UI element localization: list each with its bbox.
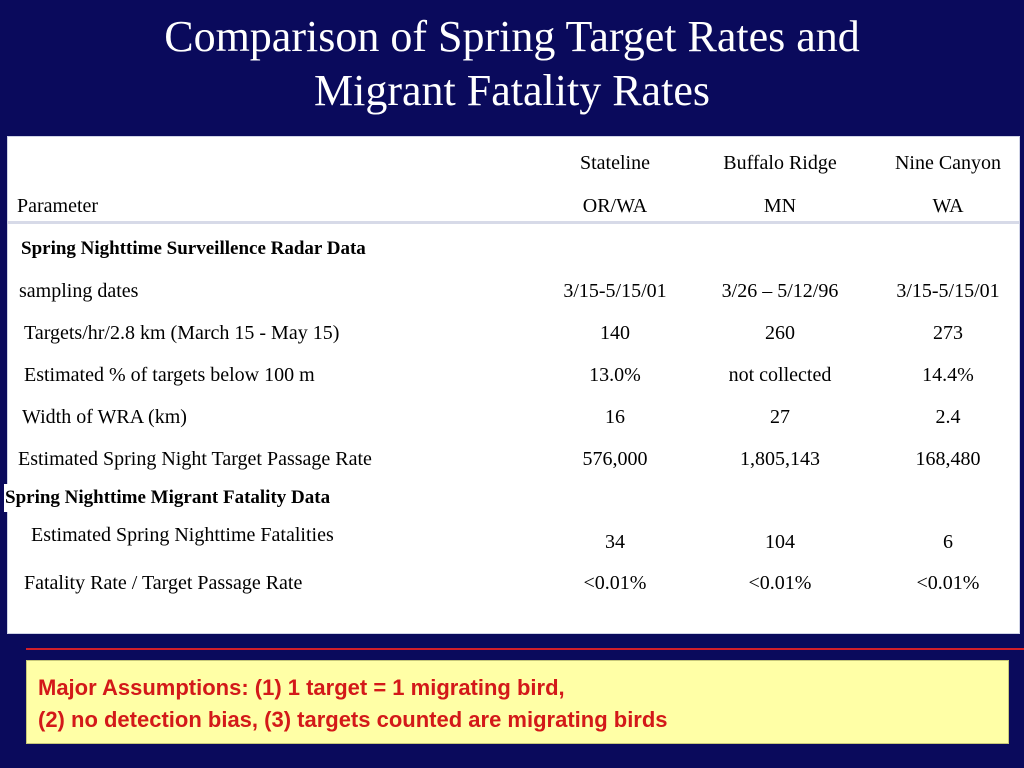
- row-value-stateline: 13.0%: [589, 364, 641, 386]
- assumptions-note: [26, 660, 1009, 744]
- row-value-stateline: <0.01%: [583, 572, 647, 594]
- assumptions-line-1: Major Assumptions: (1) 1 target = 1 migrating bird,: [38, 675, 565, 700]
- col-header-buffalo-ridge-region: MN: [763, 195, 797, 217]
- slide-title-line-2: Migrant Fatality Rates: [314, 66, 710, 115]
- row-label: Estimated % of targets below 100 m: [24, 364, 315, 386]
- assumptions-line-2: (2) no detection bias, (3) targets counted are migrating birds: [38, 707, 668, 732]
- section-heading-radar: Spring Nighttime Surveillence Radar Data: [21, 238, 366, 259]
- row-value-buffalo-ridge: 260: [765, 322, 795, 344]
- col-header-stateline-region: OR/WA: [582, 195, 648, 217]
- row-value-stateline: 34: [605, 531, 625, 553]
- row-value-stateline: 16: [605, 406, 625, 428]
- row-value-stateline: 140: [600, 322, 630, 344]
- row-value-buffalo-ridge: not collected: [728, 364, 832, 386]
- slide-title-line-1: Comparison of Spring Target Rates and: [164, 12, 860, 61]
- section-heading-fatality: Spring Nighttime Migrant Fatality Data: [4, 484, 338, 512]
- row-value-buffalo-ridge: 104: [765, 531, 795, 553]
- row-value-buffalo-ridge: 27: [770, 406, 790, 428]
- col-header-buffalo-ridge: Buffalo Ridge: [723, 152, 837, 174]
- row-value-nine-canyon: <0.01%: [916, 572, 980, 594]
- divider-line: [26, 648, 1024, 650]
- col-header-stateline: Stateline: [580, 152, 650, 174]
- row-value-nine-canyon: 273: [933, 322, 963, 344]
- col-header-parameter: Parameter: [17, 195, 99, 217]
- row-value-nine-canyon: 14.4%: [922, 364, 974, 386]
- row-value-nine-canyon: 3/15-5/15/01: [896, 280, 1000, 302]
- row-label: Estimated Spring Nighttime Fatalities: [31, 524, 334, 546]
- col-header-nine-canyon-region: WA: [932, 195, 964, 217]
- row-value-buffalo-ridge: <0.01%: [748, 572, 812, 594]
- col-header-nine-canyon: Nine Canyon: [894, 152, 1002, 174]
- row-value-buffalo-ridge: 1,805,143: [740, 448, 820, 470]
- header-divider: [8, 221, 1019, 224]
- row-label: Fatality Rate / Target Passage Rate: [24, 572, 303, 594]
- row-value-nine-canyon: 168,480: [915, 448, 981, 470]
- comparison-table: [7, 136, 1020, 634]
- row-value-buffalo-ridge: 3/26 – 5/12/96: [721, 280, 839, 302]
- row-value-stateline: 3/15-5/15/01: [563, 280, 667, 302]
- row-label: Targets/hr/2.8 km (March 15 - May 15): [24, 322, 340, 344]
- row-value-nine-canyon: 2.4: [935, 406, 961, 428]
- row-value-stateline: 576,000: [582, 448, 648, 470]
- row-label: Width of WRA (km): [22, 406, 187, 428]
- row-value-nine-canyon: 6: [943, 531, 953, 553]
- row-label: Estimated Spring Night Target Passage Rate: [18, 448, 372, 470]
- row-label: sampling dates: [19, 280, 139, 302]
- slide-title: [0, 10, 1024, 118]
